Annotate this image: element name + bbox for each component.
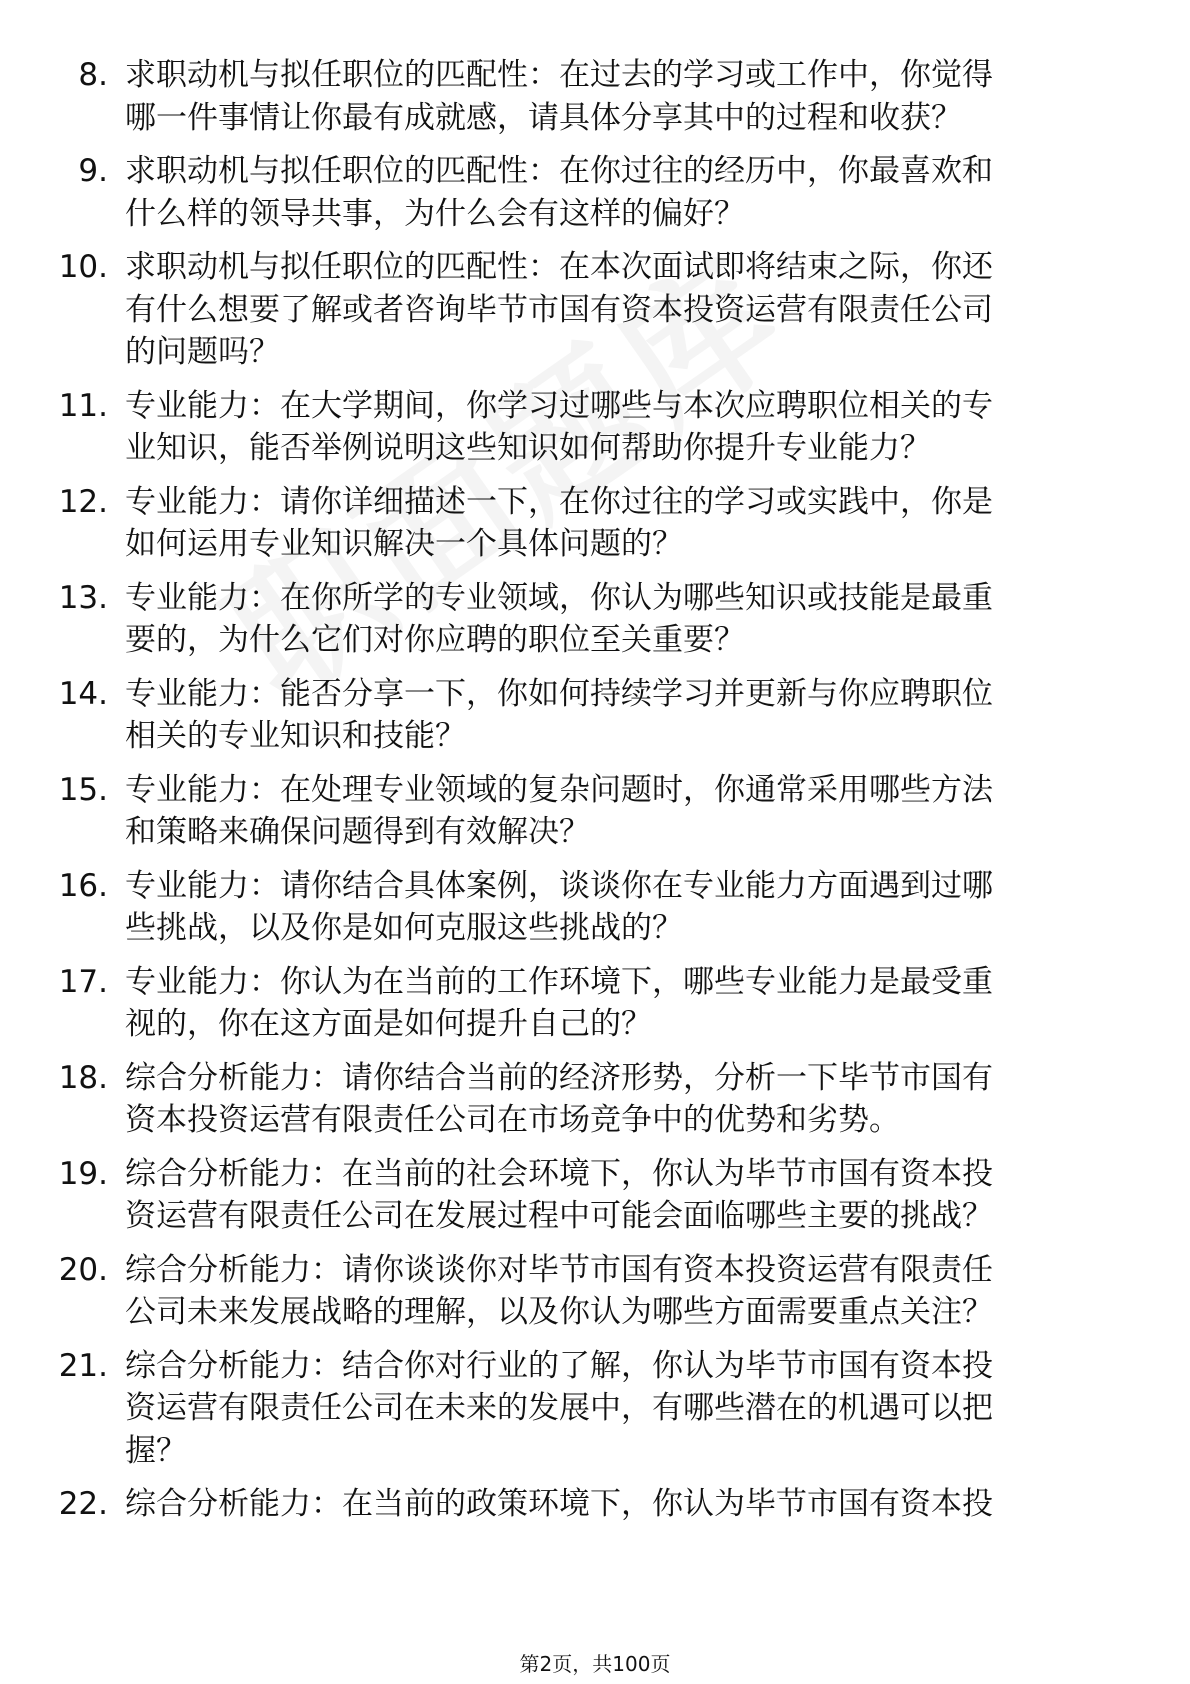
- question-number: 8.: [78, 57, 108, 93]
- question-text: 专业能力：在你所学的专业领域，你认为哪些知识或技能是最重 要的，为什么它们对你应聘的职位至关重要？: [125, 579, 993, 658]
- question-number: 20.: [58, 1251, 108, 1288]
- page-footer: 第2页，共100页: [519, 1652, 671, 1676]
- question-text: 求职动机与拟任职位的匹配性：在过去的学习或工作中，你觉得 哪一件事情让你最有成就感，请具体分享其中的过程和收获？: [125, 57, 993, 136]
- question-text: 专业能力：在大学期间，你学习过哪些与本次应聘职位相关的专 业知识，能否举例说明这些知识如何帮助你提升专业能力？: [125, 387, 993, 466]
- question-text: 专业能力：在处理专业领域的复杂问题时，你通常采用哪些方法 和策略来确保问题得到有效解决？: [125, 771, 993, 850]
- question-number: 19.: [58, 1155, 108, 1192]
- question-item: [0, 865, 1190, 950]
- question-item: [0, 1153, 1190, 1238]
- question-text: 综合分析能力：在当前的政策环境下，你认为毕节市国有资本投: [125, 1486, 993, 1522]
- question-text: 专业能力：请你详细描述一下，在你过往的学习或实践中，你是 如何运用专业知识解决一个具体问题的？: [125, 483, 993, 562]
- question-number: 15.: [58, 771, 108, 808]
- question-item: [0, 673, 1190, 758]
- question-number: 17.: [58, 963, 108, 1000]
- question-item: [0, 961, 1190, 1046]
- question-number: 9.: [78, 153, 108, 189]
- question-number: 18.: [58, 1059, 108, 1096]
- question-number: 16.: [58, 867, 108, 904]
- question-number: 21.: [58, 1347, 108, 1384]
- question-number: 14.: [58, 675, 108, 712]
- question-text: 综合分析能力：请你谈谈你对毕节市国有资本投资运营有限责任 公司未来发展战略的理解，以及你认为哪些方面需要重点关注？: [125, 1251, 993, 1330]
- question-text: 综合分析能力：请你结合当前的经济形势，分析一下毕节市国有 资本投资运营有限责任公司在市场竞争中的优势和劣势。: [125, 1059, 993, 1138]
- question-item: [0, 769, 1190, 854]
- question-number: 10.: [58, 249, 108, 285]
- question-number: 11.: [58, 387, 108, 424]
- question-text: 专业能力：你认为在当前的工作环境下，哪些专业能力是最受重 视的，你在这方面是如何提升自己的？: [125, 963, 993, 1042]
- question-item: [0, 577, 1190, 662]
- question-item: [0, 481, 1190, 566]
- question-item: [0, 1345, 1190, 1473]
- question-text: 专业能力：请你结合具体案例，谈谈你在专业能力方面遇到过哪 些挑战，以及你是如何克服这些挑战的？: [125, 867, 993, 946]
- question-item: [0, 1057, 1190, 1142]
- question-number: 22.: [58, 1486, 108, 1522]
- question-number: 13.: [58, 579, 108, 616]
- question-text: 专业能力：能否分享一下，你如何持续学习并更新与你应聘职位 相关的专业知识和技能？: [125, 675, 993, 754]
- question-text: 综合分析能力：结合你对行业的了解，你认为毕节市国有资本投 资运营有限责任公司在未来的发展中，有哪些潜在的机遇可以把 握？: [125, 1347, 993, 1469]
- question-text: 求职动机与拟任职位的匹配性：在你过往的经历中，你最喜欢和 什么样的领导共事，为什么会有这样的偏好？: [125, 153, 993, 232]
- question-item: [0, 54, 1190, 139]
- question-item: [0, 246, 1190, 374]
- question-text: 综合分析能力：在当前的社会环境下，你认为毕节市国有资本投 资运营有限责任公司在发展过程中可能会面临哪些主要的挑战？: [125, 1155, 993, 1234]
- question-item: [0, 1249, 1190, 1334]
- question-list: [0, 54, 1190, 1526]
- question-item: [0, 385, 1190, 470]
- question-text: 求职动机与拟任职位的匹配性：在本次面试即将结束之际，你还 有什么想要了解或者咨询毕节市国有资本投资运营有限责任公司 的问题吗？: [125, 249, 993, 370]
- question-item: [0, 150, 1190, 235]
- question-number: 12.: [58, 483, 108, 520]
- question-item: [0, 1483, 1190, 1526]
